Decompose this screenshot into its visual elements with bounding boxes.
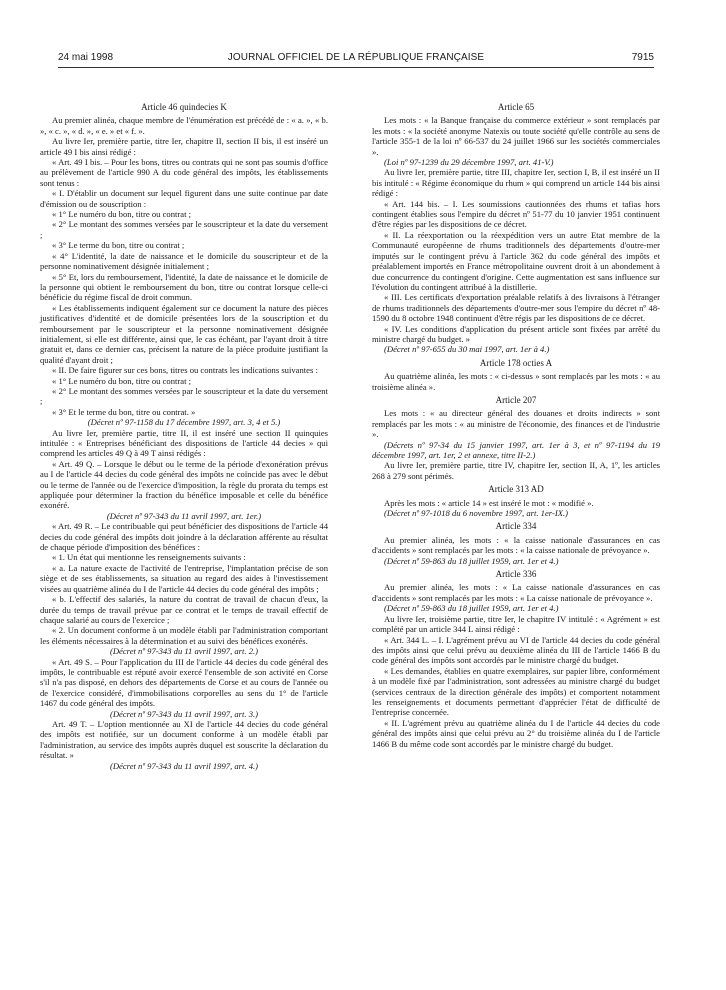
reference: (Décret nº 97-1018 du 6 novembre 1997, art. 1er-IX.) [384,508,568,519]
paragraph: Au livre Ier, première partie, titre II, il est inséré une section II quinquies intitulée : « Entreprises bénéficiant des dispositions de l'article 44 decies » qui comprend les articles 49 Q à 49 T ainsi rédigés : [40,427,328,459]
paragraph: Au premier alinéa, les mots : « la caisse nationale d'assurances en cas d'accidents » sont remplacés par les mots : « la caisse nationale de prévoyance ». [372,534,660,556]
paragraph: Art. 49 T. – L'option mentionnée au XI de l'article 44 decies du code général des impôts est notifiée, sur un document conforme à un modèle établi par l'administration, au service des impôts auprès duquel est souscrite la déclaration du résultat. » [40,718,328,761]
paragraph: « III. Les certificats d'exportation préalable relatifs à des livraisons à l'étranger de rhums traditionnels des départements d'outre-mer sous l'empire du décret nº 48-1590 du 8 octobre 1948 continuent d'être régis par les dispositions de ce décret. [372,292,660,324]
paragraph: « b. L'effectif des salariés, la nature du contrat de travail de chacun d'eux, la durée du temps de travail prévue par ce contrat et le temps de travail effectif de chaque salarié au cours de l'exercice ; [40,594,328,625]
header-rule [58,67,654,68]
paragraph: « 3° Et le terme du bon, titre ou contrat. » [52,406,196,417]
journal-title: JOURNAL OFFICIEL DE LA RÉPUBLIQUE FRANÇAISE [227,52,485,63]
paragraph: Les mots : « la Banque française du commerce extérieur » sont remplacés par les mots : « la société anonyme Natexis ou toute société qu'elle contrôle au sens de l'article 355-1 de la loi nº 66-537 du 24 juillet 1966 sur les sociétés commerciales ». [372,115,660,157]
article-heading: Article 334 [495,521,537,532]
page-number: 7915 [631,52,654,63]
paragraph: Après les mots : « article 14 » est inséré le mot : « modifié ». [384,497,594,508]
paragraph: « a. La nature exacte de l'activité de l'entreprise, l'implantation précise de son siège et de ses établissements, sa situation au regard des aides à l'investissement visées au quatrième alinéa du I de l'article 44 decies du code général des impôts ; [40,562,328,594]
paragraph: « 1. Un état qui mentionne les renseignements suivants : [52,552,246,563]
paragraph: « 2. Un document conforme à un modèle établi par l'administration comportant les éléments nécessaires à la détermination et au suivi des bénéfices exonérés. [40,625,328,646]
article-heading: Article 178 octies A [479,357,553,368]
paragraph: Au livre Ier, première partie, titre Ier, chapitre II, section II bis, il est inséré un article 49 I bis ainsi rédigé : [40,136,328,157]
paragraph: « Art. 344 L. – I. L'agrément prévu au VI de l'article 44 decies du code général des impôts ainsi que celui prévu au deuxième alinéa du III de l'article 1466 B du code général des impôts sont accordés par le ministre chargé du budget. [372,634,660,666]
reference: (Décret nº 97-343 du 11 avril 1997, art. 2.) [109,646,259,657]
paragraph: Au premier alinéa, les mots : « La caisse nationale d'assurances en cas d'accidents » sont remplacés par les mots : « La caisse nationale de prévoyance ». [372,582,660,603]
paragraph: « 1° Le numéro du bon, titre ou contrat ; [52,375,191,386]
paragraph: Au premier alinéa, chaque membre de l'énumération est précédé de : « a. », « b. », « c. », « d. », « e. » et « f. ». [40,115,328,136]
paragraph: « Les demandes, établies en quatre exemplaires, sur papier libre, conformément à un modèle fixé par l'administration, sont adressées au ministre chargé du budget (services centraux de la direction générale des impôts) et comportent notamment les renseignements et documents permettant d'apprécier l'état de difficulté de l'entreprise concernée. [372,665,660,718]
page-header [58,52,654,66]
paragraph: « Les établissements indiquent également sur ce document la nature des pièces justificatives d'identité et de domicile présentées lors de la souscription et du remboursement par le souscripteur et la personne nominativement désignée initialement, si elle est différente, ainsi que, le cas échéant, par l'ayant droit à titre gratuit et, dans ce dernier cas, précisent la nature de la pièce produite justifiant la qualité d'ayant droit ; [40,302,328,365]
paragraph: « IV. Les conditions d'application du présent article sont fixées par arrêté du ministre chargé du budget. » [372,323,660,344]
header-date: 24 mai 1998 [58,52,114,63]
paragraph: « 5° Et, lors du remboursement, l'identité, la date de naissance et le domicile de la personne qui obtient le remboursement du bon, titre ou contrat lorsque celle-ci bénéficie du régime fiscal de droit commun. [40,271,328,303]
paragraph: « Art. 144 bis. – I. Les soumissions cautionnées des rhums et tafias hors contingent établies sous l'empire du décret nº 51-77 du 10 janvier 1951 continuent d'être régies par les dispositions de ce décret. [372,198,660,230]
right-column [372,99,660,749]
paragraph: « 2° Le montant des sommes versées par le souscripteur et la date du versement ; [40,385,328,407]
paragraph: « 3° Le terme du bon, titre ou contrat ; [52,240,185,251]
paragraph: Au livre Ier, troisième partie, titre Ier, le chapitre IV intitulé : « Agrément » est complété par un article 344 L ainsi rédigé : [372,613,660,635]
paragraph: Au quatrième alinéa, les mots : « ci-dessus » sont remplacés par les mots : « au troisième alinéa ». [372,371,660,392]
paragraph: « 4° L'identité, la date de naissance et le domicile du souscripteur et de la personne nominativement désignée initialement ; [40,250,328,272]
paragraph: « Art. 49 R. – Le contribuable qui peut bénéficier des dispositions de l'article 44 decies du code général des impôts doit joindre à la déclaration afférente au résultat de chaque période d'imposition des bénéfices : [40,521,328,553]
paragraph: « Art. 49 Q. – Lorsque le début ou le terme de la période d'exonération prévus au I de l'article 44 decies du code général des impôts ne coïncide pas avec le début ou le terme de l'année ou de l'exercice d'imposition, la règle du prorata du temps est appliquée pour déterminer la fraction du bénéfice imposable et celle du bénéfice exonéré. [40,458,328,511]
article-heading: Article 65 [497,102,535,112]
paragraph: « II. De faire figurer sur ces bons, titres ou contrats les indications suivantes : [52,365,318,376]
paragraph: « Art. 49 I bis. – Pour les bons, titres ou contrats qui ne sont pas soumis d'office au prélèvement de l'article 990 A du code général des impôts, les établissements sont tenus : [40,157,328,188]
paragraph: Au livre Ier, première partie, titre IV, chapitre Ier, section II, A, 1º, les articles 268 à 279 sont périmés. [372,460,660,481]
article-heading: Article 46 quindecies K [141,102,227,112]
left-column [40,99,328,771]
paragraph: « I. D'établir un document sur lequel figurent dans une suite continue par date d'émission ou de souscription : [40,188,328,209]
paragraph: « II. L'agrément prévu au quatrième alinéa du I de l'article 44 decies du code général des impôts ainsi que celui prévu au 2° du troisième alinéa du I de l'article 1466 B du même code sont accordés par le ministre chargé du budget. [372,717,660,749]
paragraph: Les mots : « au directeur général des douanes et droits indirects » sont remplacés par les mots : « au ministre de l'économie, des finances et de l'industrie ». [372,408,660,440]
article-heading: Article 207 [495,394,537,405]
reference: (Décret nº 97-343 du 11 avril 1997, art. 3.) [109,708,259,719]
paragraph: « 1° Le numéro du bon, titre ou contrat ; [52,209,191,220]
article-heading: Article 313 AD [488,484,544,495]
reference: (Décret nº 59-863 du 18 juillet 1959, art. 1er et 4.) [384,555,559,566]
article-heading: Article 336 [495,569,537,580]
paragraph: Au livre Ier, première partie, titre III, chapitre Ier, section I, B, il est inséré un II bis intitulé : « Régime économique du rhum » qui comprend un article 144 bis ainsi rédigé : [372,167,660,199]
reference: (Loi nº 97-1239 du 29 décembre 1997, art. 41-V.) [384,157,554,168]
paragraph: « 2° Le montant des sommes versées par le souscripteur et la date du versement ; [40,219,328,240]
reference: (Décret nº 97-1158 du 17 décembre 1997, art. 3, 4 et 5.) [87,417,281,428]
reference: (Décret nº 97-343 du 11 avril 1997, art. 1er.) [106,510,262,521]
reference: (Décrets nº 97-34 du 15 janvier 1997, art. 1er à 3, et nº 97-1194 du 19 décembre 1997, art. 1er, 2 et annexe, titre II-2.) [372,439,660,460]
paragraph: « Art. 49 S. – Pour l'application du III de l'article 44 decies du code général des impôts, le contribuable est réputé avoir exercé l'ensemble de son activité en Corse s'il n'a pas disposé, en dehors des départements de Corse et au cours de l'année ou de l'exercice considéré, d'immobilisations corporelles au sens du 1° de l'article 1467 du code général des impôts. [40,656,328,709]
reference: (Décret nº 97-655 du 30 mai 1997, art. 1er à 4.) [384,344,550,355]
reference: (Décret nº 59-863 du 18 juillet 1959, art. 1er et 4.) [384,603,559,614]
reference: (Décret nº 97-343 du 11 avril 1997, art. 4.) [109,760,259,771]
paragraph: « II. La réexportation ou la réexpédition vers un autre Etat membre de la Communauté européenne de rhums traditionnels des départements d'outre-mer imputés sur le contingent prévu à l'article 362 du code général des impôts et préalablement importés en France métropolitaine ouvrent droit à un abondement à due concurrence du contingent d'origine. Cette augmentation est sans influence sur l'évolution du contingent attribué à la distillerie. [372,229,660,292]
